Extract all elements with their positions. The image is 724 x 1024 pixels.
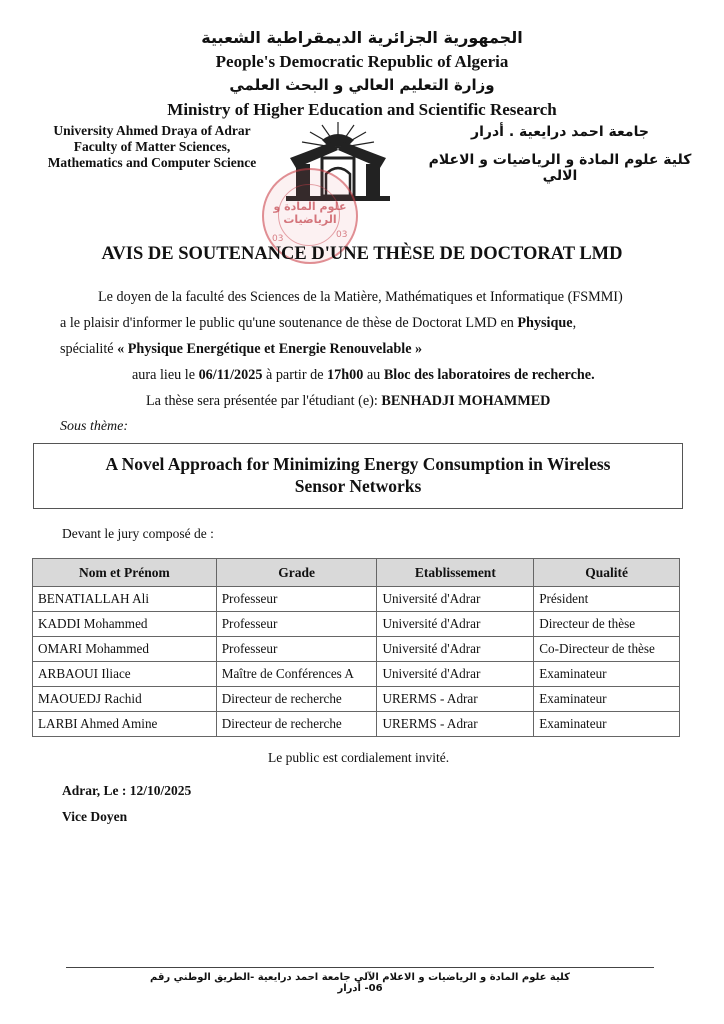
signatory-title: Vice Doyen	[62, 809, 128, 824]
faculty-name-line2: Mathematics and Computer Science	[47, 155, 257, 170]
header-grade: Grade	[216, 559, 377, 587]
member-institution: Université d'Adrar	[377, 662, 534, 687]
member-grade: Professeur	[216, 587, 377, 612]
table-row	[33, 637, 680, 662]
ministry-english: Ministry of Higher Education and Scientific Research	[167, 100, 557, 119]
table-row	[33, 612, 680, 637]
footer-address: كلية علوم المادة و الرياضيات و الاعلام الآلي جامعة احمد درايعية -الطريق الوطني رقم 06- أدرار	[150, 972, 570, 994]
university-block-english	[32, 123, 272, 171]
notice-line-2-end: ,	[572, 315, 577, 331]
jury-table	[32, 558, 680, 737]
member-role: Président	[534, 587, 680, 612]
defense-place: Bloc des laboratoires de recherche.	[383, 367, 595, 383]
university-name: University Ahmed Draya of Adrar	[53, 123, 251, 138]
speciality: « Physique Energétique et Energie Renouvelable »	[117, 341, 423, 357]
faculty-name-arabic: كلية علوم المادة و الرياضيات و الاعلام الالي	[428, 152, 692, 184]
thesis-topic-box	[33, 443, 683, 509]
stamp-number-right: 03	[336, 230, 348, 240]
member-name: MAOUEDJ Rachid	[33, 687, 217, 712]
student-label: La thèse sera présentée par l'étudiant (e):	[146, 393, 382, 409]
speciality-label: spécialité	[60, 341, 118, 357]
table-row	[33, 712, 680, 737]
member-institution: URERMS - Adrar	[377, 712, 534, 737]
subtheme-label: Sous thème:	[60, 419, 129, 434]
member-institution: Université d'Adrar	[377, 612, 534, 637]
notice-line-3	[60, 341, 660, 358]
republic-arabic: الجمهورية الجزائرية الديمقراطية الشعبية	[201, 28, 523, 47]
thesis-topic-line1: A Novel Approach for Minimizing Energy Consumption in Wireless	[105, 454, 611, 474]
member-name: ARBAOUI Iliace	[33, 662, 217, 687]
table-row	[33, 687, 680, 712]
place-label: au	[363, 367, 384, 383]
member-institution: Université d'Adrar	[377, 637, 534, 662]
place-and-date: Adrar, Le : 12/10/2025	[62, 783, 192, 798]
defense-time: 17h00	[327, 367, 364, 383]
faculty-name-line1: Faculty of Matter Sciences,	[73, 139, 231, 154]
member-institution: URERMS - Adrar	[377, 687, 534, 712]
public-invitation: Le public est cordialement invité.	[268, 750, 450, 765]
notice-line-1: Le doyen de la faculté des Sciences de la Matière, Mathématiques et Informatique (FSMMI)	[98, 289, 623, 305]
notice-title: AVIS DE SOUTENANCE D'UNE THÈSE DE DOCTORAT LMD	[101, 244, 623, 264]
member-name: KADDI Mohammed	[33, 612, 217, 637]
republic-english: People's Democratic Republic of Algeria	[215, 52, 509, 71]
member-role: Examinateur	[534, 662, 680, 687]
discipline: Physique	[517, 315, 573, 331]
member-grade: Maître de Conférences A	[216, 662, 377, 687]
notice-line-4	[132, 367, 692, 384]
notice-line-2	[60, 315, 700, 332]
defense-date: 06/11/2025	[198, 367, 263, 383]
member-role: Examinateur	[534, 712, 680, 737]
header-name: Nom et Prénom	[33, 559, 217, 587]
member-name: LARBI Ahmed Amine	[33, 712, 217, 737]
member-name: OMARI Mohammed	[33, 637, 217, 662]
member-grade: Professeur	[216, 612, 377, 637]
member-name: BENATIALLAH Ali	[33, 587, 217, 612]
ministry-arabic: وزارة التعليم العالي و البحث العلمي	[229, 76, 495, 94]
table-row	[33, 662, 680, 687]
header-institution: Etablissement	[377, 559, 534, 587]
member-institution: Université d'Adrar	[377, 587, 534, 612]
stamp-number-left: 03	[272, 234, 284, 244]
jury-intro: Devant le jury composé de :	[62, 526, 214, 541]
schedule-label: aura lieu le	[132, 367, 199, 383]
footer-divider	[66, 967, 654, 968]
thesis-topic-line2: Sensor Networks	[294, 476, 422, 496]
header-role: Qualité	[534, 559, 680, 587]
jury-table-header	[33, 559, 680, 587]
member-role: Co-Directeur de thèse	[534, 637, 680, 662]
stamp-text: علوم المادة و الرياضيات	[273, 200, 347, 226]
member-grade: Professeur	[216, 637, 377, 662]
student-name: BENHADJI MOHAMMED	[381, 393, 551, 409]
table-row	[33, 587, 680, 612]
time-label: à partir de	[262, 367, 328, 383]
member-grade: Directeur de recherche	[216, 712, 377, 737]
member-role: Directeur de thèse	[534, 612, 680, 637]
member-role: Examinateur	[534, 687, 680, 712]
university-name-arabic: جامعة احمد درايعية . أدرار	[471, 124, 649, 140]
notice-line-2-text: a le plaisir d'informer le public qu'une soutenance de thèse de Doctorat LMD en	[60, 315, 518, 331]
member-grade: Directeur de recherche	[216, 687, 377, 712]
notice-line-5	[146, 393, 686, 410]
